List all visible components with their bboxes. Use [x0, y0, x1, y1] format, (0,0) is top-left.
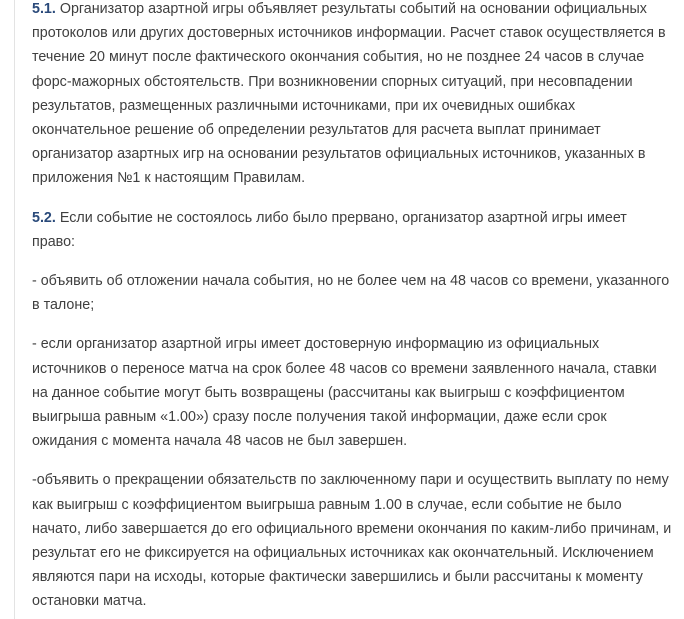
left-border-line — [14, 0, 15, 619]
list-item-termination-payout: -объявить о прекращении обязательств по заключенному пари и осуществить выплату по нему как выигрыш с коэффициентом выигрыша равным 1.00 в случае, если событие не было начато, либо завершается до его официального времени окончания по каким-либо причинам, и результат его не фиксируется на официальных источниках как окончательный. Исключением являются пари на исходы, которые фактически завершились и были рассчитаны к моменту остановки матча. — [32, 472, 672, 610]
list-item-reschedule-return: - если организатор азартной игры имеет достоверную информацию из официальных источников о переносе матча на срок более 48 часов со времени заявленного начала, ставки на данное событие могут быть возвращены (рассчитаны как выигрыш с коэффициентом выигрыша равным «1.00») сразу после получения такой информации, даже если срок ожидания с момента начала 48 часов не был завершен. — [32, 336, 657, 450]
clause-number: 5.1. — [32, 1, 56, 17]
clause-number: 5.2. — [32, 209, 56, 226]
clause-text: Если событие не состоялось либо было прервано, организатор азартной игры имеет право: — [32, 209, 627, 250]
clause-5-2 — [32, 206, 672, 254]
clause-text: Организатор азартной игры объявляет результаты событий на основании официальных протоколов или других достоверных источников информации. Расчет ставок осуществляется в течение 20 минут после фактического окончания события, но не позднее 24 часов в случае форс-мажорных обстоятельств. При возникновении спорных ситуаций, при несовпадении результатов, размещенных различными источниками, при их очевидных ошибках окончательное решение об определении результатов для расчета выплат принимает организатор азартных игр на основании результатов официальных источников, указанных в приложения №1 к настоящим Правилам. — [32, 1, 666, 187]
list-item-postpone: - объявить об отложении начала события, но не более чем на 48 часов со времени, указанного в талоне; — [32, 273, 670, 314]
clause-5-1 — [32, 0, 672, 191]
